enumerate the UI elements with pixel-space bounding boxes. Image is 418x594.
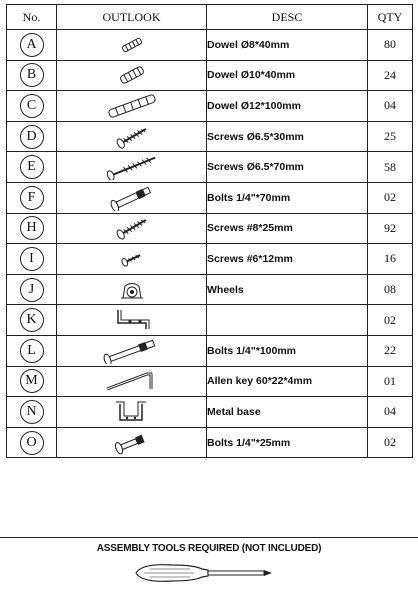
tools-title: ASSEMBLY TOOLS REQUIRED (NOT INCLUDED) [96, 543, 322, 554]
bracket-icon [110, 307, 154, 333]
part-qty: 92 [368, 213, 413, 244]
part-letter: A [20, 33, 44, 57]
part-desc: Screws #8*25mm [207, 213, 368, 244]
metal-base-icon [112, 398, 152, 426]
dowel-medium-icon [110, 63, 154, 87]
table-row [7, 397, 413, 428]
part-desc: Bolts 1/4"*25mm [207, 427, 368, 458]
part-letter: I [20, 247, 44, 271]
part-desc: Screws Ø6.5*70mm [207, 152, 368, 183]
part-letter: O [20, 431, 44, 455]
screwdriver-icon [132, 559, 276, 589]
part-letter: H [20, 216, 44, 240]
screw-icon [110, 216, 154, 240]
table-row [7, 335, 413, 366]
part-qty: 01 [368, 366, 413, 397]
allen-key-icon [103, 368, 161, 394]
part-desc: Wheels [207, 274, 368, 305]
bolt-icon [106, 185, 158, 211]
part-qty: 25 [368, 121, 413, 152]
small-screw-icon [117, 250, 147, 268]
header-row [7, 5, 413, 30]
part-letter: B [20, 63, 44, 87]
table-row [7, 152, 413, 183]
part-desc: Dowel Ø12*100mm [207, 91, 368, 122]
part-letter: C [20, 94, 44, 118]
part-letter: L [20, 339, 44, 363]
part-letter: E [20, 155, 44, 179]
part-qty: 80 [368, 30, 413, 61]
table-row [7, 274, 413, 305]
table-row [7, 60, 413, 91]
part-letter: N [20, 400, 44, 424]
screw-icon [110, 125, 154, 149]
part-desc: Dowel Ø10*40mm [207, 60, 368, 91]
part-qty: 16 [368, 244, 413, 275]
header-qty: QTY [368, 5, 413, 30]
table-row [7, 91, 413, 122]
table-row [7, 121, 413, 152]
wheel-icon [117, 278, 147, 302]
header-desc: DESC [207, 5, 368, 30]
part-desc: Bolts 1/4"*70mm [207, 182, 368, 213]
divider [0, 537, 418, 538]
header-no: No. [7, 5, 57, 30]
part-qty: 22 [368, 335, 413, 366]
part-qty: 02 [368, 182, 413, 213]
table-row [7, 305, 413, 336]
table-row [7, 213, 413, 244]
part-letter: F [20, 186, 44, 210]
part-qty: 04 [368, 91, 413, 122]
part-qty: 58 [368, 152, 413, 183]
part-letter: J [20, 278, 44, 302]
part-desc: Screws #6*12mm [207, 244, 368, 275]
part-qty: 02 [368, 427, 413, 458]
long-bolt-icon [100, 338, 164, 364]
part-qty: 24 [368, 60, 413, 91]
part-desc: Bolts 1/4"*100mm [207, 335, 368, 366]
dowel-small-icon [112, 34, 152, 56]
part-desc [207, 305, 368, 336]
table-row [7, 182, 413, 213]
long-screw-icon [102, 154, 162, 180]
table-row [7, 366, 413, 397]
parts-table [6, 4, 413, 458]
part-desc: Screws Ø6.5*30mm [207, 121, 368, 152]
table-row [7, 427, 413, 458]
part-letter: K [20, 308, 44, 332]
part-qty: 08 [368, 274, 413, 305]
part-qty: 02 [368, 305, 413, 336]
part-desc: Dowel Ø8*40mm [207, 30, 368, 61]
short-bolt-icon [110, 430, 154, 456]
table-row [7, 244, 413, 275]
part-desc: Allen key 60*22*4mm [207, 366, 368, 397]
table-row [7, 30, 413, 61]
part-letter: D [20, 125, 44, 149]
part-desc: Metal base [207, 397, 368, 428]
dowel-long-icon [102, 93, 162, 119]
header-outlook: OUTLOOK [57, 5, 207, 30]
part-qty: 04 [368, 397, 413, 428]
part-letter: M [20, 369, 44, 393]
